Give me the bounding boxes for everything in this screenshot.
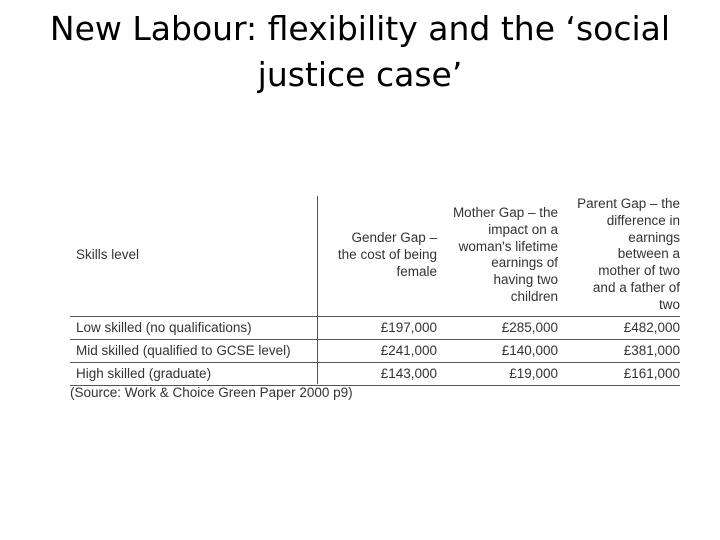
gender-gap-header-line: the cost of being [337, 246, 437, 262]
parent-gap-header-line: earnings [628, 229, 680, 245]
table-row [70, 339, 680, 362]
slide-title [0, 6, 720, 98]
parent-gap-header-line: between a [617, 246, 680, 262]
skill-level-cell: Low skilled (no qualifications) [76, 320, 252, 335]
gender-gap-header-line: Gender Gap – [351, 230, 437, 245]
parent-gap-header-line: and a father of [592, 279, 680, 295]
parent-gap-cell: £161,000 [623, 366, 680, 381]
parent-gap-cell: £381,000 [623, 343, 680, 358]
parent-gap-cell: £482,000 [623, 320, 680, 335]
mother-gap-header-line: children [510, 288, 558, 304]
parent-gap-header-line: difference in [606, 212, 680, 228]
source-citation: (Source: Work & Choice Green Paper 2000 p9) [70, 385, 353, 400]
gender-gap-cell: £143,000 [380, 366, 437, 381]
gender-gap-header-line: female [396, 263, 437, 279]
skill-level-cell: Mid skilled (qualified to GCSE level) [76, 343, 291, 358]
mother-gap-header-line: Mother Gap – the [452, 205, 558, 220]
gender-gap-header [320, 230, 437, 280]
mother-gap-cell: £285,000 [501, 320, 558, 335]
parent-gap-header-line: Parent Gap – the [577, 196, 680, 211]
earnings-gap-table [70, 196, 680, 386]
table-row [70, 316, 680, 339]
mother-gap-header-line: having two [493, 272, 558, 288]
mother-gap-header [440, 205, 558, 306]
mother-gap-cell: £140,000 [501, 343, 558, 358]
mother-gap-cell: £19,000 [509, 366, 558, 381]
parent-gap-header-line: two [658, 296, 680, 312]
mother-gap-header-line: impact on a [488, 221, 558, 237]
mother-gap-header-line: earnings of [491, 255, 558, 271]
skill-level-cell: High skilled (graduate) [76, 366, 212, 381]
table-row [70, 362, 680, 386]
mother-gap-header-line: woman's lifetime [458, 238, 558, 254]
parent-gap-header [566, 196, 680, 314]
slide-title-line-2: justice case’ [257, 55, 463, 94]
parent-gap-header-line: mother of two [598, 263, 680, 279]
slide-title-line-1: New Labour: flexibility and the ‘social [49, 9, 671, 48]
gender-gap-cell: £197,000 [380, 320, 437, 335]
skills-level-header: Skills level [76, 247, 140, 262]
table-header [70, 196, 680, 316]
gender-gap-cell: £241,000 [380, 343, 437, 358]
